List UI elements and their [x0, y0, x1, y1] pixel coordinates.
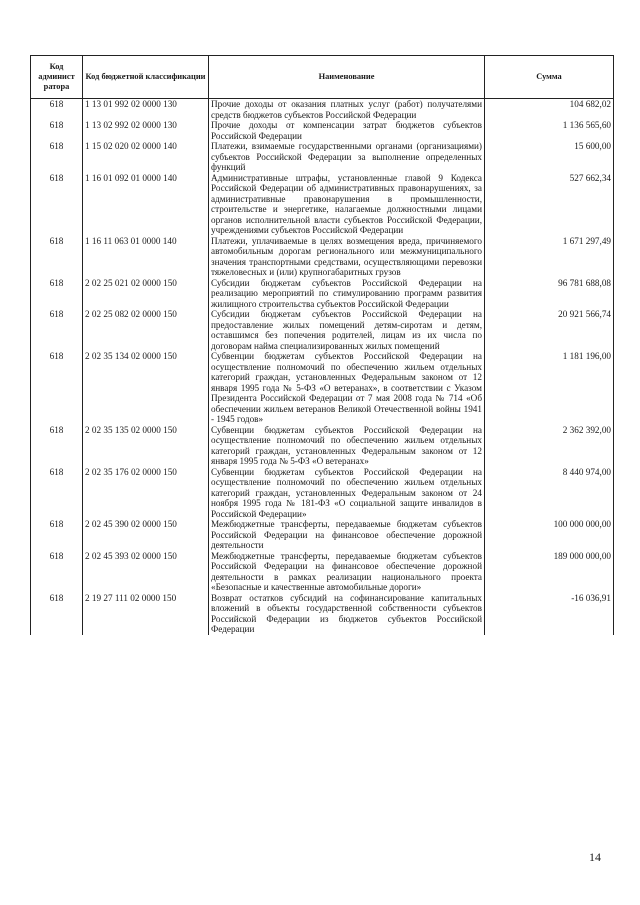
cell-sum: 1 136 565,60 — [485, 120, 614, 141]
table-row — [31, 99, 614, 121]
table-header-row — [31, 56, 614, 99]
table-row — [31, 551, 614, 593]
cell-sum: 15 600,00 — [485, 141, 614, 173]
cell-sum: 20 921 566,74 — [485, 309, 614, 351]
cell-code: 2 02 35 176 02 0000 150 — [83, 467, 209, 520]
cell-admin: 618 — [31, 173, 83, 236]
cell-code: 1 13 01 992 02 0000 130 — [83, 99, 209, 121]
cell-name: Субсидии бюджетам субъектов Российской Федерации на предоставление жилых помещений детям-сиротам и детям, оставшимся без попечения родителей, лицам из их числа по договорам найма специализированных жилых помещений — [209, 309, 485, 351]
cell-admin: 618 — [31, 120, 83, 141]
table-row — [31, 141, 614, 173]
table-row — [31, 120, 614, 141]
cell-name: Субвенции бюджетам субъектов Российской Федерации на осуществление полномочий по обеспечению жильем отдельных категорий граждан, установленных Федеральным законом от 12 января 1995 года № 5-ФЗ «О ветеранах» — [209, 425, 485, 467]
cell-sum: 527 662,34 — [485, 173, 614, 236]
cell-sum: 1 181 196,00 — [485, 351, 614, 425]
cell-admin: 618 — [31, 99, 83, 121]
cell-name: Межбюджетные трансферты, передаваемые бюджетам субъектов Российской Федерации на финансовое обеспечение дорожной деятельности в рамках реализации национального проекта «Безопасные и качественные автомобильные дороги» — [209, 551, 485, 593]
cell-code: 1 15 02 020 02 0000 140 — [83, 141, 209, 173]
cell-admin: 618 — [31, 351, 83, 425]
cell-code: 2 02 25 021 02 0000 150 — [83, 278, 209, 310]
cell-sum: 100 000 000,00 — [485, 519, 614, 551]
page-number: 14 — [589, 850, 601, 864]
cell-code: 2 02 35 134 02 0000 150 — [83, 351, 209, 425]
cell-sum: 104 682,02 — [485, 99, 614, 121]
cell-admin: 618 — [31, 236, 83, 278]
cell-admin: 618 — [31, 425, 83, 467]
cell-name: Платежи, уплачиваемые в целях возмещения вреда, причиняемого автомобильным дорогам регионального или межмуниципального значения транспортными средствами, осуществляющими перевозки тяжеловесных и (или) крупногабаритных грузов — [209, 236, 485, 278]
cell-name: Субвенции бюджетам субъектов Российской Федерации на осуществление полномочий по обеспечению жильем отдельных категорий граждан, установленных Федеральным законом от 12 января 1995 года № 5-ФЗ «О ветеранах», в соответствии с Указом Президента Российской Федерации от 7 мая 2008 года № 714 «Об обеспечении жильем ветеранов Великой Отечественной войны 1941 - 1945 годов» — [209, 351, 485, 425]
cell-admin: 618 — [31, 278, 83, 310]
table-row — [31, 236, 614, 278]
cell-admin: 618 — [31, 519, 83, 551]
cell-code: 2 19 27 111 02 0000 150 — [83, 593, 209, 635]
table-row — [31, 593, 614, 635]
cell-name: Прочие доходы от компенсации затрат бюджетов субъектов Российской Федерации — [209, 120, 485, 141]
cell-name: Субвенции бюджетам субъектов Российской Федерации на осуществление полномочий по обеспечению жильем отдельных категорий граждан, установленных Федеральным законом от 24 ноября 1995 года № 181-ФЗ «О социальной защите инвалидов в Российской Федерации» — [209, 467, 485, 520]
header-name: Наименование — [209, 56, 485, 99]
cell-name: Прочие доходы от оказания платных услуг (работ) получателями средств бюджетов субъектов Российской Федерации — [209, 99, 485, 121]
cell-name: Субсидии бюджетам субъектов Российской Федерации на реализацию мероприятий по стимулированию программ развития жилищного строительства субъектов Российской Федерации — [209, 278, 485, 310]
cell-admin: 618 — [31, 551, 83, 593]
budget-revenue-table — [30, 55, 614, 635]
header-sum: Сумма — [485, 56, 614, 99]
cell-name: Возврат остатков субсидий на софинансирование капитальных вложений в объекты государственной собственности субъектов Российской Федерации из бюджетов субъектов Российской Федерации — [209, 593, 485, 635]
header-budget-code: Код бюджетной классификации — [83, 56, 209, 99]
cell-sum: 189 000 000,00 — [485, 551, 614, 593]
table-row — [31, 278, 614, 310]
cell-code: 1 13 02 992 02 0000 130 — [83, 120, 209, 141]
cell-sum: 2 362 392,00 — [485, 425, 614, 467]
cell-name: Межбюджетные трансферты, передаваемые бюджетам субъектов Российской Федерации на финансовое обеспечение дорожной деятельности — [209, 519, 485, 551]
table-row — [31, 351, 614, 425]
cell-admin: 618 — [31, 467, 83, 520]
table-row — [31, 309, 614, 351]
cell-code: 1 16 01 092 01 0000 140 — [83, 173, 209, 236]
cell-sum: 96 781 688,08 — [485, 278, 614, 310]
cell-code: 1 16 11 063 01 0000 140 — [83, 236, 209, 278]
table-row — [31, 519, 614, 551]
cell-admin: 618 — [31, 141, 83, 173]
table-row — [31, 425, 614, 467]
cell-code: 2 02 25 082 02 0000 150 — [83, 309, 209, 351]
cell-admin: 618 — [31, 593, 83, 635]
cell-code: 2 02 45 393 02 0000 150 — [83, 551, 209, 593]
cell-name: Платежи, взимаемые государственными органами (организациями) субъектов Российской Федерации за выполнение определенных функций — [209, 141, 485, 173]
cell-sum: -16 036,91 — [485, 593, 614, 635]
cell-sum: 1 671 297,49 — [485, 236, 614, 278]
cell-sum: 8 440 974,00 — [485, 467, 614, 520]
cell-name: Административные штрафы, установленные главой 9 Кодекса Российской Федерации об административных правонарушениях, за административные правонарушения в промышленности, строительстве и энергетике, налагаемые должностными лицами органов исполнительной власти субъектов Российской Федерации, учреждениями субъектов Российской Федерации — [209, 173, 485, 236]
header-admin-code: Код админист ратора — [31, 56, 83, 99]
cell-code: 2 02 35 135 02 0000 150 — [83, 425, 209, 467]
table-row — [31, 173, 614, 236]
cell-admin: 618 — [31, 309, 83, 351]
table-row — [31, 467, 614, 520]
cell-code: 2 02 45 390 02 0000 150 — [83, 519, 209, 551]
